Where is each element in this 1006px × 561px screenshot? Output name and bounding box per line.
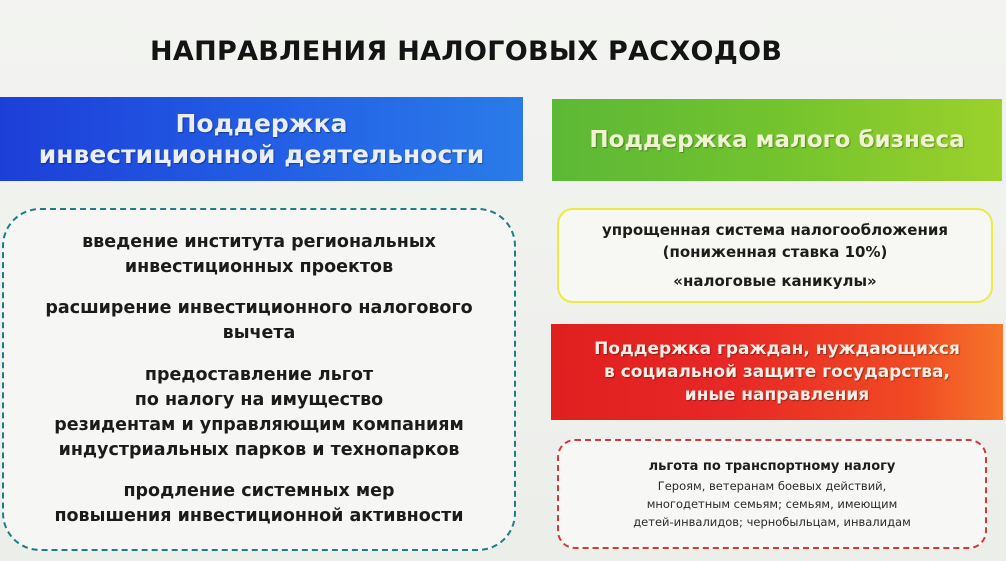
small-business-line: (пониженная ставка 10%) [662,243,888,261]
small-business-line: упрощенная система налогообложения [601,221,948,239]
transport-tax-title: льгота по транспортному налогу [648,459,896,474]
investment-header [0,97,523,181]
small-business-line: «налоговые каникулы» [673,272,877,290]
transport-tax-box [557,439,987,549]
investment-item-line: резидентам и управляющим компаниям [54,414,464,435]
investment-item-line: продление системных мер [123,480,395,501]
investment-item-line: индустриальных парков и технопарков [58,439,460,460]
investment-header-line2: инвестиционной деятельности [38,140,485,169]
transport-tax-line: многодетным семьям; семьям, имеющим [646,497,898,511]
investment-item [45,296,472,346]
investment-item [82,230,436,280]
investment-item-line: повышения инвестиционной активности [54,505,464,526]
social-header-line: иные направления [684,384,870,405]
social-header-line: в социальной защите государства, [604,361,950,382]
small-business-box [557,208,993,303]
investment-item-line: расширение инвестиционного налогового [45,298,473,319]
investment-measures-box [2,208,516,551]
transport-tax-line: Героям, ветеранам боевых действий, [657,479,887,493]
investment-item-line: вычета [222,323,296,344]
page-title: НАПРАВЛЕНИЯ НАЛОГОВЫХ РАСХОДОВ [150,36,783,67]
investment-item-line: предоставление льгот [144,364,374,385]
social-header-line: Поддержка граждан, нуждающихся [594,338,960,359]
investment-item-line: введение института региональных [82,232,436,253]
transport-tax-line: детей-инвалидов; чернобыльцам, инвалидам [633,515,911,529]
social-header [551,324,1003,420]
investment-item [54,479,463,529]
investment-item-line: инвестиционных проектов [124,257,394,278]
small-business-header-text: Поддержка малого бизнеса [589,127,965,153]
investment-item [54,363,464,463]
small-business-header [552,99,1002,181]
investment-header-line1: Поддержка [175,109,348,138]
investment-item-line: по налогу на имущество [134,389,384,410]
